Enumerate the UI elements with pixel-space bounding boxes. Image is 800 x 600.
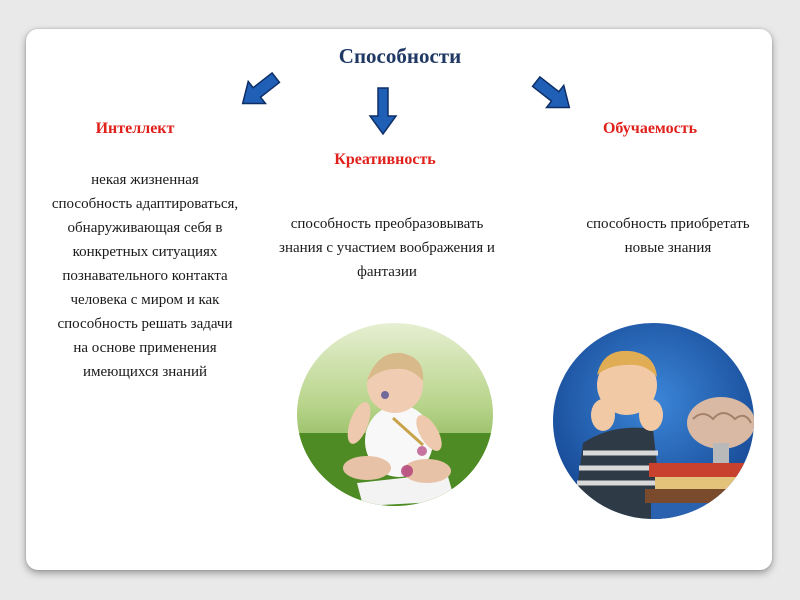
arrow-down-icon — [368, 86, 398, 136]
description-learnability: способность приобретать новые знания — [586, 216, 750, 256]
description-creativity: способность преобразовывать знания с участием воображения и фантазии — [279, 216, 495, 280]
description-intellect: некая жизненная способность адаптироваться, обнаруживающая себя в конкретных ситуациях познавательного контакта человека с миром и как способность решать задачи на основе применения имеющихся знаний — [51, 172, 239, 380]
child-painting-photo — [297, 323, 493, 506]
page-title: Способности — [338, 44, 462, 68]
arrow-down-left-icon — [234, 68, 286, 112]
heading-learnability: Обучаемость — [602, 120, 698, 137]
heading-intellect: Интеллект — [95, 120, 175, 137]
heading-creativity: Креативность — [334, 151, 436, 168]
boy-with-brain-model-photo — [553, 323, 754, 519]
arrow-down-right-icon — [526, 72, 578, 116]
